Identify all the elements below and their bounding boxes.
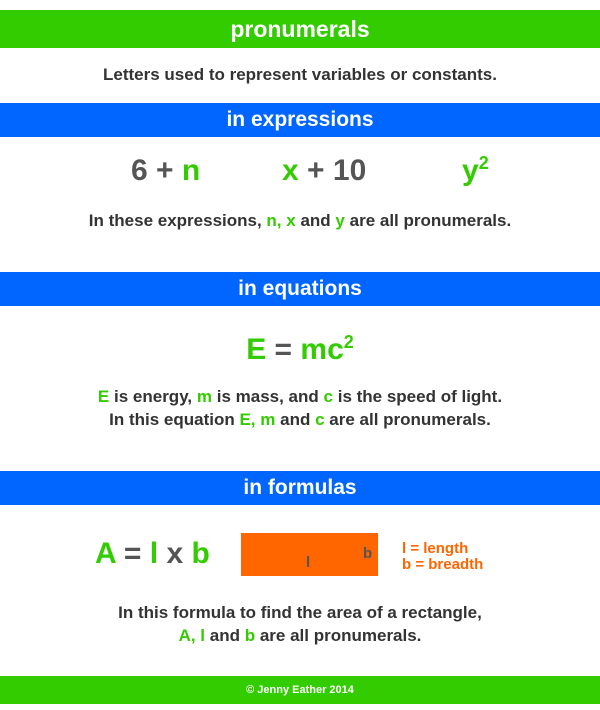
legend-breadth: b = breadth [402,556,484,573]
note-text: is mass, and [216,387,319,406]
expression-y-squared [462,154,489,188]
footer-banner [0,676,600,704]
rectangle-legend [402,541,483,573]
equation-equals: = [274,333,293,366]
exponent: 2 [478,153,489,173]
expression-variable: n [181,154,201,187]
expressions-note [0,211,600,231]
exponent: 2 [343,332,354,352]
note-text: are all pronumerals. [329,410,491,429]
formulas-note-line-1: In this formula to find the area of a rectangle, [118,603,482,622]
formula-equals: = [123,537,142,570]
formula-variable: b [191,537,210,570]
formula-area [95,537,210,571]
note-variable: c [315,410,325,429]
note-text: and [209,626,240,645]
equations-note-line-2 [0,410,600,430]
rectangle-length-label: l [306,554,311,571]
copyright-text: © Jenny Eather 2014 [246,684,354,696]
section-banner-expressions [0,103,600,137]
equation-variable: E [246,333,267,366]
section-banner-formulas [0,471,600,505]
page-title: pronumerals [230,16,370,42]
expression-variable: x [282,154,299,187]
title-banner [0,10,600,48]
note-text: In these expressions, [88,211,262,230]
note-variable: m [196,387,212,406]
expression-constant: + 10 [307,154,367,187]
expression-x-plus-10 [282,154,366,188]
section-heading: in formulas [243,476,357,499]
note-text: and [280,410,311,429]
note-variable: E [97,387,110,406]
note-variable: y [335,211,345,230]
rectangle-diagram [241,533,378,576]
note-variable: c [323,387,333,406]
formulas-note-line-2 [0,626,600,646]
equations-note-line-1 [0,387,600,407]
note-variable: b [244,626,256,645]
note-variables: E, m [239,410,276,429]
note-variables: A, l [178,626,206,645]
formula-times: x [166,537,184,570]
note-text: are all pronumerals. [349,211,512,230]
legend-length: l = length [402,540,469,557]
page-subtitle: Letters used to represent variables or constants. [103,65,497,84]
note-text: is energy, [114,387,193,406]
formula-variable: A [95,537,116,570]
formula-variable: l [149,537,159,570]
note-text: is the speed of light. [337,387,503,406]
note-text: In this equation [109,410,235,429]
rectangle-breadth-label: b [363,545,373,562]
equation-variable: mc [300,333,344,366]
equation-e-mc2 [0,333,600,367]
section-heading: in equations [238,277,362,300]
note-text: are all pronumerals. [259,626,422,645]
expression-constant: 6 + [131,154,174,187]
expression-variable: y [462,154,479,187]
section-banner-equations [0,272,600,306]
note-text: and [300,211,331,230]
expression-6-plus-n [131,154,200,188]
note-variables: n, x [266,211,296,230]
section-heading: in expressions [226,108,374,131]
